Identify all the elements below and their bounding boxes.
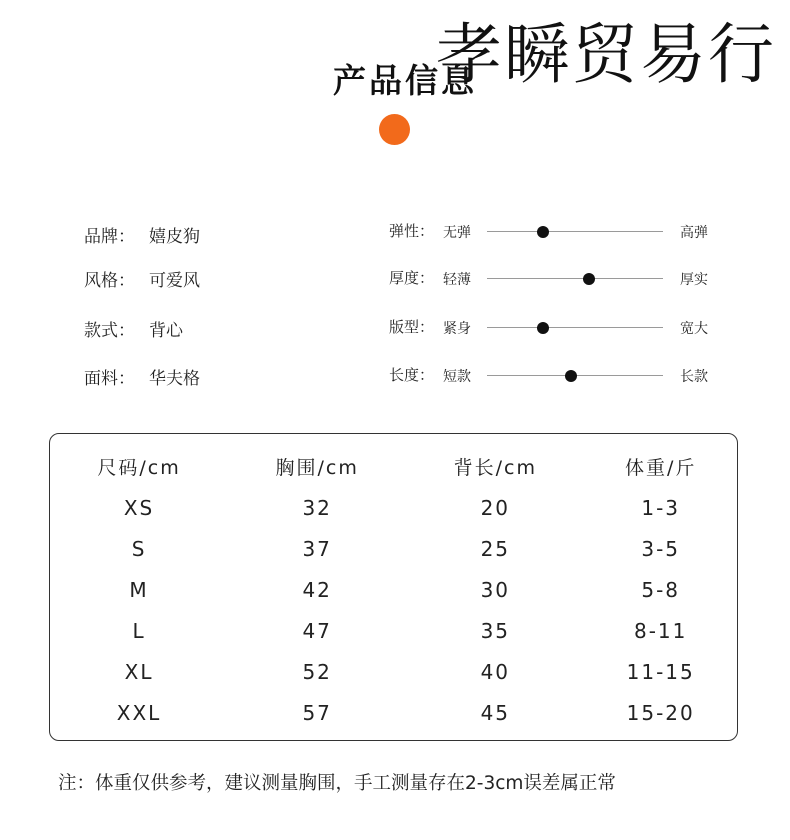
- cell-chest: 32: [302, 495, 332, 520]
- scale-thickness: [389, 267, 719, 291]
- cell-size: S: [131, 536, 147, 561]
- scale-length: [389, 364, 719, 388]
- scale-max-label: 厚实: [680, 272, 708, 288]
- info-label: 面料：: [84, 369, 135, 389]
- info-label: 品牌：: [84, 227, 135, 247]
- scale-max-label: 宽大: [680, 321, 708, 337]
- scale-min-label: 无弹: [443, 225, 471, 241]
- cell-weight: 15-20: [626, 700, 695, 725]
- cell-weight: 11-15: [626, 659, 695, 684]
- size-table: [49, 433, 738, 741]
- info-fabric: [84, 364, 200, 389]
- scale-min-label: 轻薄: [443, 272, 471, 288]
- cell-chest: 47: [302, 618, 332, 643]
- cell-chest: 52: [302, 659, 332, 684]
- cell-back-length: 30: [480, 577, 511, 602]
- scale-fit: [389, 316, 719, 340]
- scale-knob: [537, 322, 549, 334]
- scale-max-label: 高弹: [680, 225, 708, 241]
- table-row: [50, 651, 737, 692]
- cell-size: XL: [124, 659, 154, 684]
- scale-label: 厚度：: [389, 269, 435, 287]
- cell-weight: 1-3: [641, 495, 681, 520]
- scale-label: 版型：: [389, 318, 435, 336]
- cell-chest: 37: [302, 536, 332, 561]
- section-title: 产品信息: [333, 61, 477, 100]
- cell-back-length: 35: [480, 618, 511, 643]
- info-label: 风格：: [84, 271, 135, 291]
- measurement-note: 注：体重仅供参考，建议测量胸围，手工测量存在2-3cm误差属正常: [58, 773, 616, 794]
- scale-track: [487, 327, 663, 328]
- cell-back-length: 25: [480, 536, 511, 561]
- table-header-row: [50, 446, 737, 487]
- header-chest: 胸围/cm: [275, 457, 359, 479]
- info-value: 可爱风: [149, 271, 200, 291]
- table-row: [50, 528, 737, 569]
- info-label: 款式：: [84, 321, 135, 341]
- table-row: [50, 692, 737, 733]
- scale-knob: [537, 226, 549, 238]
- cell-weight: 3-5: [641, 536, 681, 561]
- watermark-text: 孝瞬贸易行: [436, 16, 776, 93]
- info-cut: [84, 316, 183, 341]
- info-value: 背心: [149, 321, 183, 341]
- scale-label: 弹性：: [389, 222, 435, 240]
- scale-label: 长度：: [389, 366, 435, 384]
- table-row: [50, 569, 737, 610]
- scale-elasticity: [389, 220, 719, 244]
- cell-chest: 42: [302, 577, 332, 602]
- cell-weight: 8-11: [633, 618, 688, 643]
- accent-dot: [379, 114, 410, 145]
- info-value: 嬉皮狗: [149, 227, 200, 247]
- scale-knob: [583, 273, 595, 285]
- info-brand: [84, 222, 200, 247]
- header-back-length: 背长/cm: [453, 457, 537, 479]
- info-value: 华夫格: [149, 369, 200, 389]
- scale-knob: [565, 370, 577, 382]
- scale-track: [487, 278, 663, 279]
- cell-chest: 57: [302, 700, 332, 725]
- scale-max-label: 长款: [680, 369, 708, 385]
- cell-back-length: 40: [480, 659, 511, 684]
- cell-size: XXL: [116, 700, 162, 725]
- cell-back-length: 45: [480, 700, 511, 725]
- scale-track: [487, 231, 663, 232]
- table-row: [50, 487, 737, 528]
- cell-weight: 5-8: [641, 577, 681, 602]
- header-size: 尺码/cm: [97, 457, 181, 479]
- cell-size: M: [129, 577, 149, 602]
- cell-back-length: 20: [480, 495, 511, 520]
- size-table-grid: [50, 446, 737, 733]
- info-style: [84, 266, 200, 291]
- header-weight: 体重/斤: [624, 457, 697, 479]
- scale-min-label: 紧身: [443, 321, 471, 337]
- cell-size: L: [132, 618, 146, 643]
- cell-size: XS: [123, 495, 155, 520]
- table-row: [50, 610, 737, 651]
- scale-min-label: 短款: [443, 369, 471, 385]
